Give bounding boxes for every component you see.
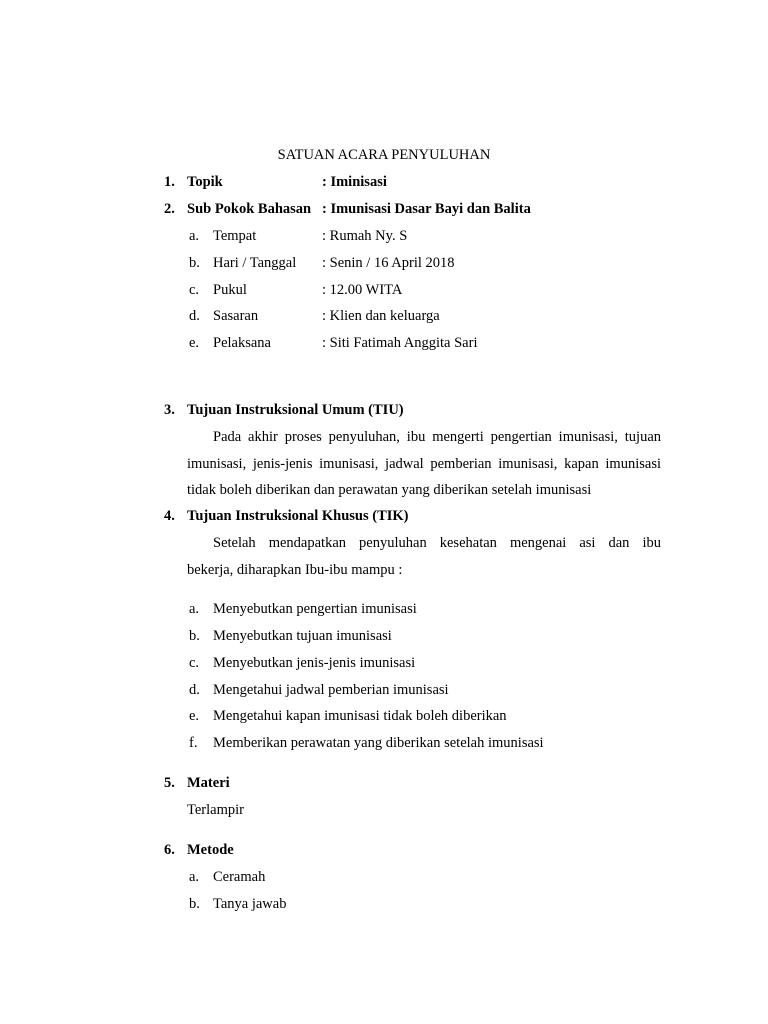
section-5-number: 5. <box>164 775 175 791</box>
tik-paragraph <box>187 530 661 583</box>
section-1-number: 1. <box>164 174 175 190</box>
detail-value-target: : Klien dan keluarga <box>322 308 440 324</box>
detail-label-tempat: Tempat <box>213 228 257 244</box>
materi-text: Terlampir <box>187 802 244 818</box>
detail-label-time: Pukul <box>213 282 247 298</box>
section-3-number: 3. <box>164 402 175 418</box>
detail-label-target: Sasaran <box>213 308 259 324</box>
tiu-line-3: tidak boleh diberikan dan perawatan yang diberikan setelah imunisasi <box>187 482 592 499</box>
tik-item: Menyebutkan pengertian imunisasi <box>213 601 417 617</box>
detail-letter: e. <box>189 335 200 351</box>
tik-item: Menyebutkan tujuan imunisasi <box>213 628 392 644</box>
tik-item-letter: a. <box>189 601 200 617</box>
document-title: SATUAN ACARA PENYULUHAN <box>277 147 491 163</box>
detail-letter: d. <box>189 308 200 324</box>
detail-value-date: : Senin / 16 April 2018 <box>322 255 455 271</box>
tik-item-letter: e. <box>189 708 200 724</box>
detail-letter: b. <box>189 255 200 271</box>
tik-item-letter: f. <box>189 735 198 751</box>
topic-label: Topik <box>187 174 223 190</box>
subtopic-value: : Imunisasi Dasar Bayi dan Balita <box>322 201 531 217</box>
method-item-letter: b. <box>189 896 200 912</box>
detail-value-executor: : Siti Fatimah Anggita Sari <box>322 335 478 351</box>
tik-item-letter: c. <box>189 655 200 671</box>
method-item: Ceramah <box>213 869 266 885</box>
detail-label-date: Hari / Tanggal <box>213 255 297 271</box>
section-6-number: 6. <box>164 842 175 858</box>
section-6-heading: Metode <box>187 842 234 858</box>
section-4-heading: Tujuan Instruksional Khusus (TIK) <box>187 508 409 524</box>
detail-letter: c. <box>189 282 200 298</box>
tik-item: Mengetahui kapan imunisasi tidak boleh diberikan <box>213 708 507 724</box>
section-2-number: 2. <box>164 201 175 217</box>
tiu-line-2: imunisasi, jenis-jenis imunisasi, jadwal pemberian imunisasi, kapan imunisasi <box>187 455 661 472</box>
detail-value-tempat: : Rumah Ny. S <box>322 228 408 244</box>
tik-item-letter: d. <box>189 682 200 698</box>
method-item-letter: a. <box>189 869 200 885</box>
topic-value: : Iminisasi <box>322 174 387 190</box>
tiu-paragraph <box>187 424 661 504</box>
section-5-heading: Materi <box>187 775 230 791</box>
section-3-heading: Tujuan Instruksional Umum (TIU) <box>187 402 404 418</box>
subtopic-label: Sub Pokok Bahasan <box>187 201 312 217</box>
tik-line-2: bekerja, diharapkan Ibu-ibu mampu : <box>187 561 403 578</box>
tik-item: Mengetahui jadwal pemberian imunisasi <box>213 682 449 698</box>
tik-item: Menyebutkan jenis-jenis imunisasi <box>213 655 416 671</box>
tik-item-letter: b. <box>189 628 200 644</box>
tik-item: Memberikan perawatan yang diberikan setelah imunisasi <box>213 735 544 751</box>
tik-line-1: Setelah mendapatkan penyuluhan kesehatan mengenai asi dan ibu <box>213 535 661 551</box>
detail-letter: a. <box>189 228 200 244</box>
detail-value-time: : 12.00 WITA <box>322 282 403 298</box>
method-item: Tanya jawab <box>213 896 287 912</box>
section-4-number: 4. <box>164 508 175 524</box>
tiu-line-1: Pada akhir proses penyuluhan, ibu mengerti pengertian imunisasi, tujuan <box>213 429 661 445</box>
detail-label-executor: Pelaksana <box>213 335 271 351</box>
